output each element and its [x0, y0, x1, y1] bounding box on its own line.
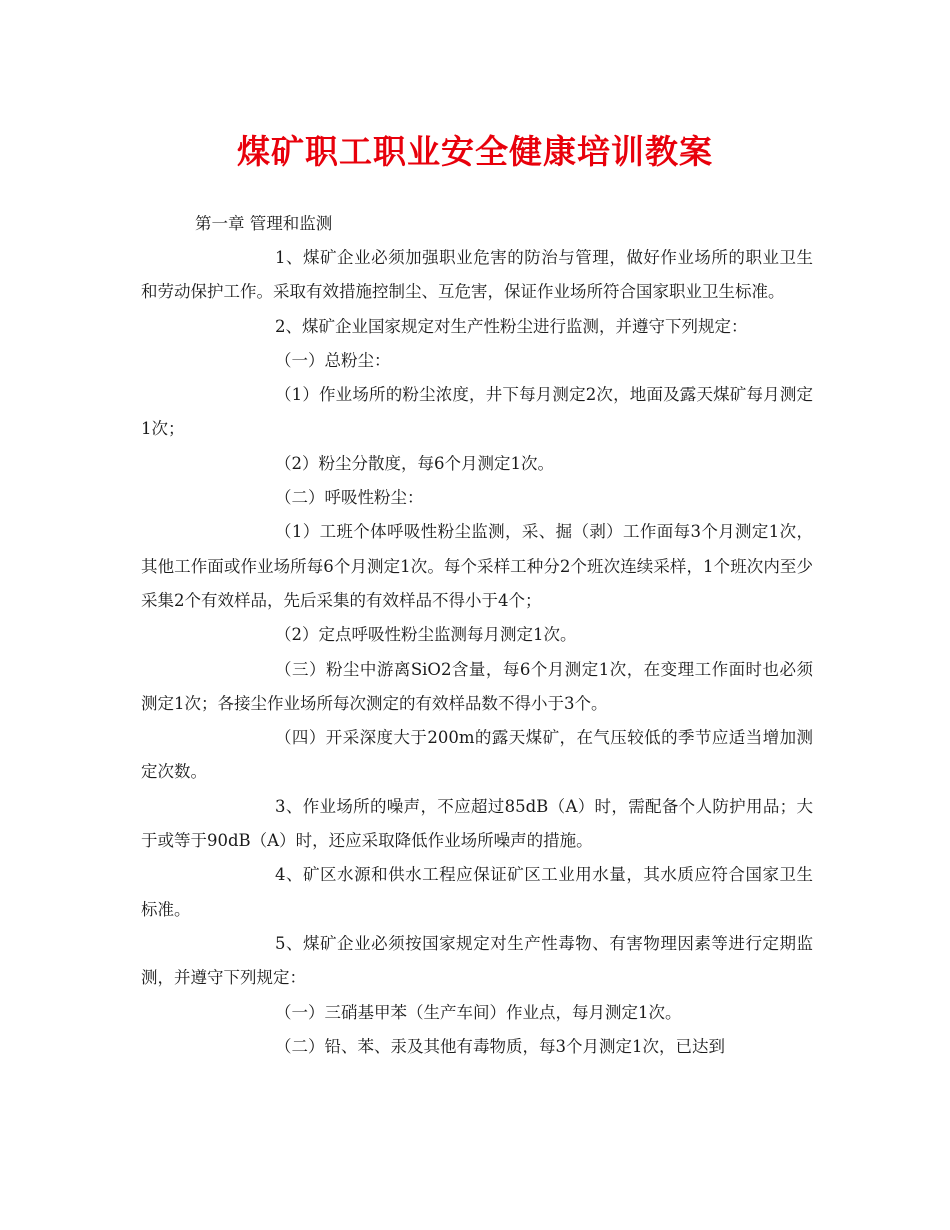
paragraph: （1）作业场所的粉尘浓度，井下每月测定2次，地面及露天煤矿每月测定1次； — [141, 385, 813, 439]
paragraph: （1）工班个体呼吸性粉尘监测，采、掘（剥）工作面每3个月测定1次，其他工作面或作业场所每6个月测定1次。每个采样工种分2个班次连续采样，1个班次内至少采集2个有效样品，先后采集的有效样品不得小于4个； — [141, 522, 813, 610]
paragraph: 3、作业场所的噪声，不应超过85dB（A）时，需配备个人防护用品；大于或等于90dB（A）时，还应采取降低作业场所噪声的措施。 — [141, 796, 813, 851]
paragraph: （2）定点呼吸性粉尘监测每月测定1次。 — [275, 625, 577, 645]
paragraph: 1、煤矿企业必须加强职业危害的防治与管理，做好作业场所的职业卫生和劳动保护工作。采取有效措施控制尘、互危害，保证作业场所符合国家职业卫生标准。 — [141, 248, 813, 302]
paragraph: （三）粉尘中游离SiO2含量，每6个月测定1次，在变理工作面时也必须测定1次；各接尘作业场所每次测定的有效样品数不得小于3个。 — [141, 659, 813, 713]
paragraph: 2、煤矿企业国家规定对生产性粉尘进行监测，并遵守下列规定： — [275, 316, 748, 336]
document-title: 煤矿职工职业安全健康培训教案 — [237, 132, 713, 171]
paragraph: （一）总粉尘： — [275, 350, 391, 370]
paragraph: （一）三硝基甲苯（生产车间）作业点，每月测定1次。 — [275, 1002, 682, 1022]
paragraph: （2）粉尘分散度，每6个月测定1次。 — [275, 453, 554, 473]
paragraph: （二）呼吸性粉尘： — [275, 488, 424, 508]
chapter-heading: 第一章 管理和监测 — [195, 214, 333, 233]
paragraph: 5、煤矿企业必须按国家规定对生产性毒物、有害物理因素等进行定期监测，并遵守下列规定： — [141, 933, 813, 988]
paragraph: （四）开采深度大于200m的露天煤矿，在气压较低的季节应适当增加测定次数。 — [141, 728, 813, 782]
document-body — [141, 207, 813, 1064]
paragraph: （二）铅、苯、汞及其他有毒物质，每3个月测定1次，已达到 — [275, 1036, 725, 1056]
paragraph: 4、矿区水源和供水工程应保证矿区工业用水量，其水质应符合国家卫生标准。 — [141, 865, 813, 919]
